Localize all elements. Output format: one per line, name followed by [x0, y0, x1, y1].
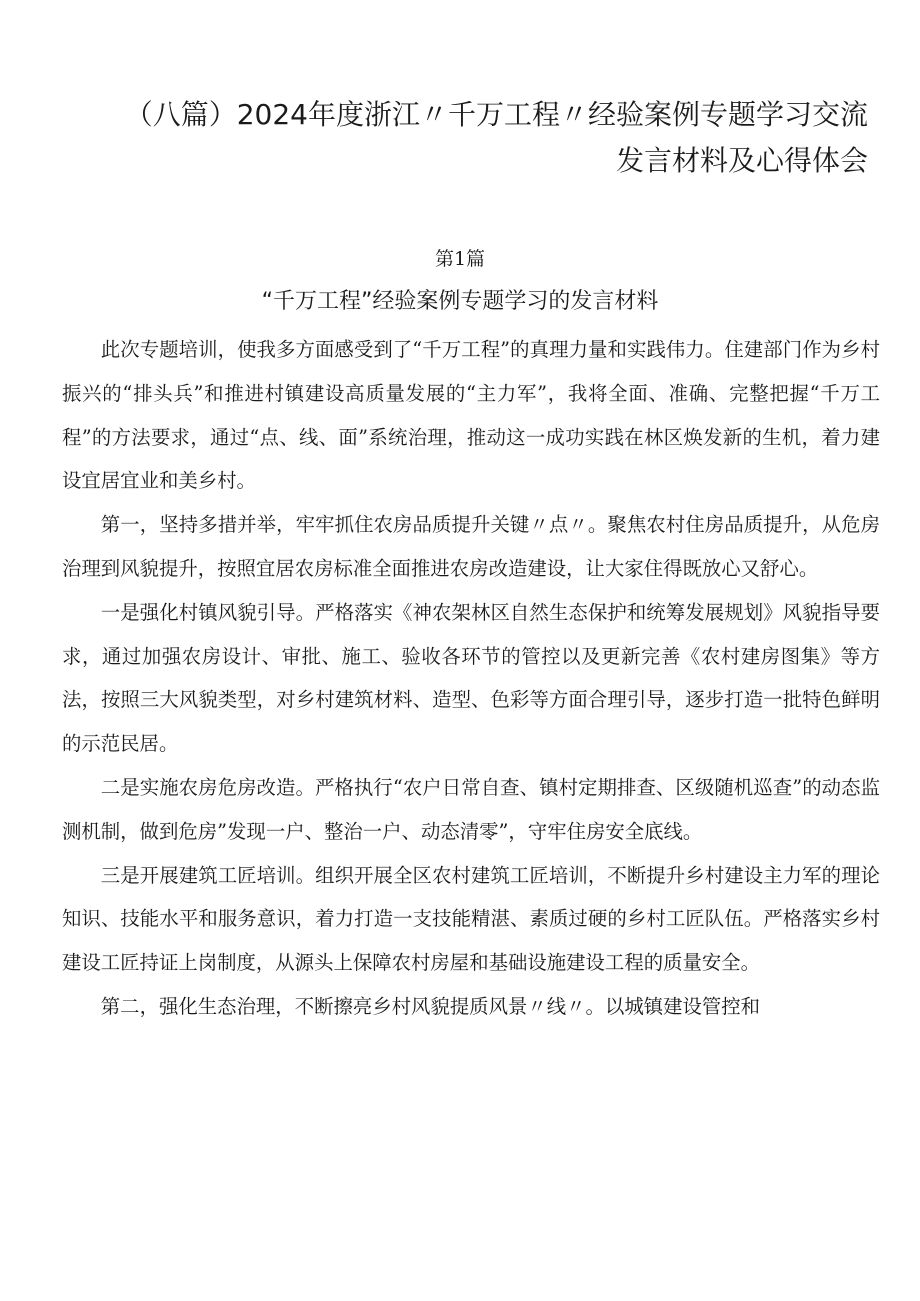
section-title: “千万工程”经验案例专题学习的发言材料	[261, 289, 659, 314]
paragraph: 第二，强化生态治理，不断擦亮乡村风貌提质风景〃线〃。以城镇建设管控和	[100, 994, 761, 1018]
paragraph: 此次专题培训，使我多方面感受到了“千万工程”的真理力量和实践伟力。住建部门作为乡村振兴的“排头兵”和推进村镇建设高质量发展的“主力军”，我将全面、准确、完整把握“千万工程”的方法要求，通过“点、线、面”系统治理，推动这一成功实践在林区焕发新的生机，着力建设宜居宜业和美乡村。	[62, 338, 880, 493]
document-title-line-1: （八篇）2024年度浙江〃千万工程〃经验案例专题学习交流	[124, 98, 868, 131]
document-title-line-2: 发言材料及心得体会	[615, 144, 868, 177]
paragraph: 第一，坚持多措并举，牢牢抓住农房品质提升关键〃点〃。聚焦农村住房品质提升，从危房治理到风貌提升，按照宜居农房标准全面推进农房改造建设，让大家住得既放心又舒心。	[62, 513, 880, 580]
paragraph: 一是强化村镇风貌引导。严格落实《神农架林区自然生态保护和统筹发展规划》风貌指导要求，通过加强农房设计、审批、施工、验收各环节的管控以及更新完善《农村建房图集》等方法，按照三大风貌类型，对乡村建筑材料、造型、色彩等方面合理引导，逐步打造一批特色鲜明的示范民居。	[62, 600, 880, 756]
document-title	[60, 92, 868, 184]
paragraph: 二是实施农房危房改造。严格执行“农户日常自查、镇村定期排查、区级随机巡查”的动态监测机制，做到危房”发现一户、整治一户、动态清零”，守牢住房安全底线。	[62, 775, 880, 843]
section-number: 第1篇	[434, 248, 486, 270]
paragraph: 三是开展建筑工匠培训。组织开展全区农村建筑工匠培训，不断提升乡村建设主力军的理论知识、技能水平和服务意识，着力打造一支技能精湛、素质过硬的乡村工匠队伍。严格落实乡村建设工匠持证上岗制度，从源头上保障农村房屋和基础设施建设工程的质量安全。	[62, 863, 880, 975]
body-text	[62, 328, 880, 1029]
